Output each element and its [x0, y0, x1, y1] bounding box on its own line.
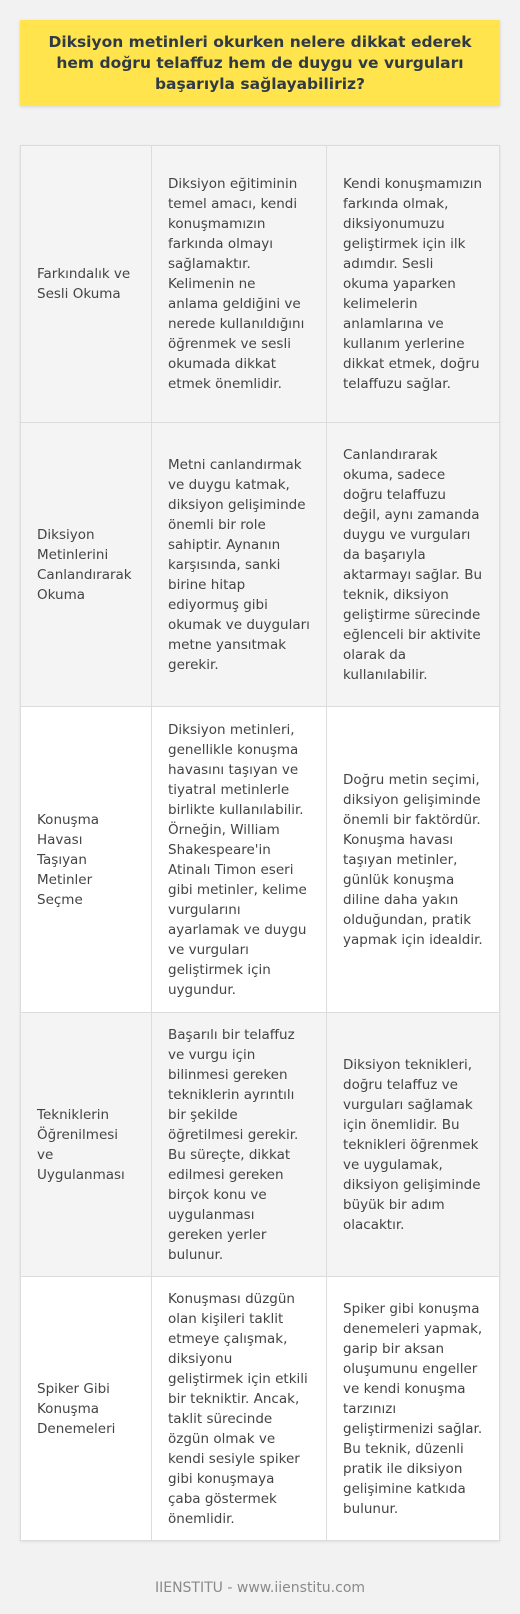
topic-cell: Spiker Gibi Konuşma Denemeleri [21, 1277, 152, 1541]
table-row [21, 146, 500, 423]
description-cell: Metni canlandırmak ve duygu katmak, diksiyon gelişiminde önemli bir role sahiptir. Aynanın karşısında, sanki birine hitap ediyormuş gibi okumak ve duyguları metne yansıtmak gerekir. [152, 423, 327, 707]
description-cell: Başarılı bir telaffuz ve vurgu için bilinmesi gereken tekniklerin ayrıntılı bir şekilde öğretilmesi gerekir. Bu süreçte, dikkat edilmesi gereken birçok konu ve uygulanması gereken yerler bulunur. [152, 1013, 327, 1277]
description-cell: Diksiyon eğitiminin temel amacı, kendi konuşmamızın farkında olmayı sağlamaktır. Kelimenin ne anlama geldiğini ve nerede kullanıldığını öğrenmek ve sesli okumada dikkat etmek önemlidir. [152, 146, 327, 423]
topic-cell: Tekniklerin Öğrenilmesi ve Uygulanması [21, 1013, 152, 1277]
page-title: Diksiyon metinleri okurken nelere dikkat ederek hem doğru telaffuz hem de duygu ve vurguları başarıyla sağlayabiliriz? [48, 32, 472, 93]
table-row [21, 1277, 500, 1541]
description-cell: Konuşması düzgün olan kişileri taklit etmeye çalışmak, diksiyonu geliştirmek için etkili bir tekniktir. Ancak, taklit sürecinde özgün olmak ve kendi sesiyle spiker gibi konuşmaya çaba göstermek önemlidir. [152, 1277, 327, 1541]
table-row [21, 423, 500, 707]
table-row [21, 707, 500, 1013]
table-row [21, 1013, 500, 1277]
note-cell: Diksiyon teknikleri, doğru telaffuz ve vurguları sağlamak için önemlidir. Bu teknikleri öğrenmek ve uygulamak, diksiyon gelişiminde büyük bir adım olacaktır. [327, 1013, 500, 1277]
diction-tips-table [20, 145, 500, 1541]
note-cell: Kendi konuşmamızın farkında olmak, diksiyonumuzu geliştirmek için ilk adımdır. Sesli okuma yaparken kelimelerin anlamlarına ve kullanım yerlerine dikkat etmek, doğru telaffuzu sağlar. [327, 146, 500, 423]
note-cell: Doğru metin seçimi, diksiyon gelişiminde önemli bir faktördür. Konuşma havası taşıyan metinler, günlük konuşma diline daha yakın olduğundan, pratik yapmak için idealdir. [327, 707, 500, 1013]
topic-cell: Farkındalık ve Sesli Okuma [21, 146, 152, 423]
topic-cell: Konuşma Havası Taşıyan Metinler Seçme [21, 707, 152, 1013]
description-cell: Diksiyon metinleri, genellikle konuşma havasını taşıyan ve tiyatral metinlerle birlikte kullanılabilir. Örneğin, William Shakespeare'in Atinalı Timon eseri gibi metinler, kelime vurgularını ayarlamak ve duygu ve vurguları geliştirmek için uygundur. [152, 707, 327, 1013]
title-banner [20, 20, 500, 106]
note-cell: Canlandırarak okuma, sadece doğru telaffuzu değil, aynı zamanda duygu ve vurguları da başarıyla aktarmayı sağlar. Bu teknik, diksiyon geliştirme sürecinde eğlenceli bir aktivite olarak da kullanılabilir. [327, 423, 500, 707]
topic-cell: Diksiyon Metinlerini Canlandırarak Okuma [21, 423, 152, 707]
note-cell: Spiker gibi konuşma denemeleri yapmak, garip bir aksan oluşumunu engeller ve kendi konuşma tarzınızı geliştirmenizi sağlar. Bu teknik, düzenli pratik ile diksiyon gelişimine katkıda bulunur. [327, 1277, 500, 1541]
footer-credit: IIENSTITU - www.iienstitu.com [154, 1580, 366, 1596]
